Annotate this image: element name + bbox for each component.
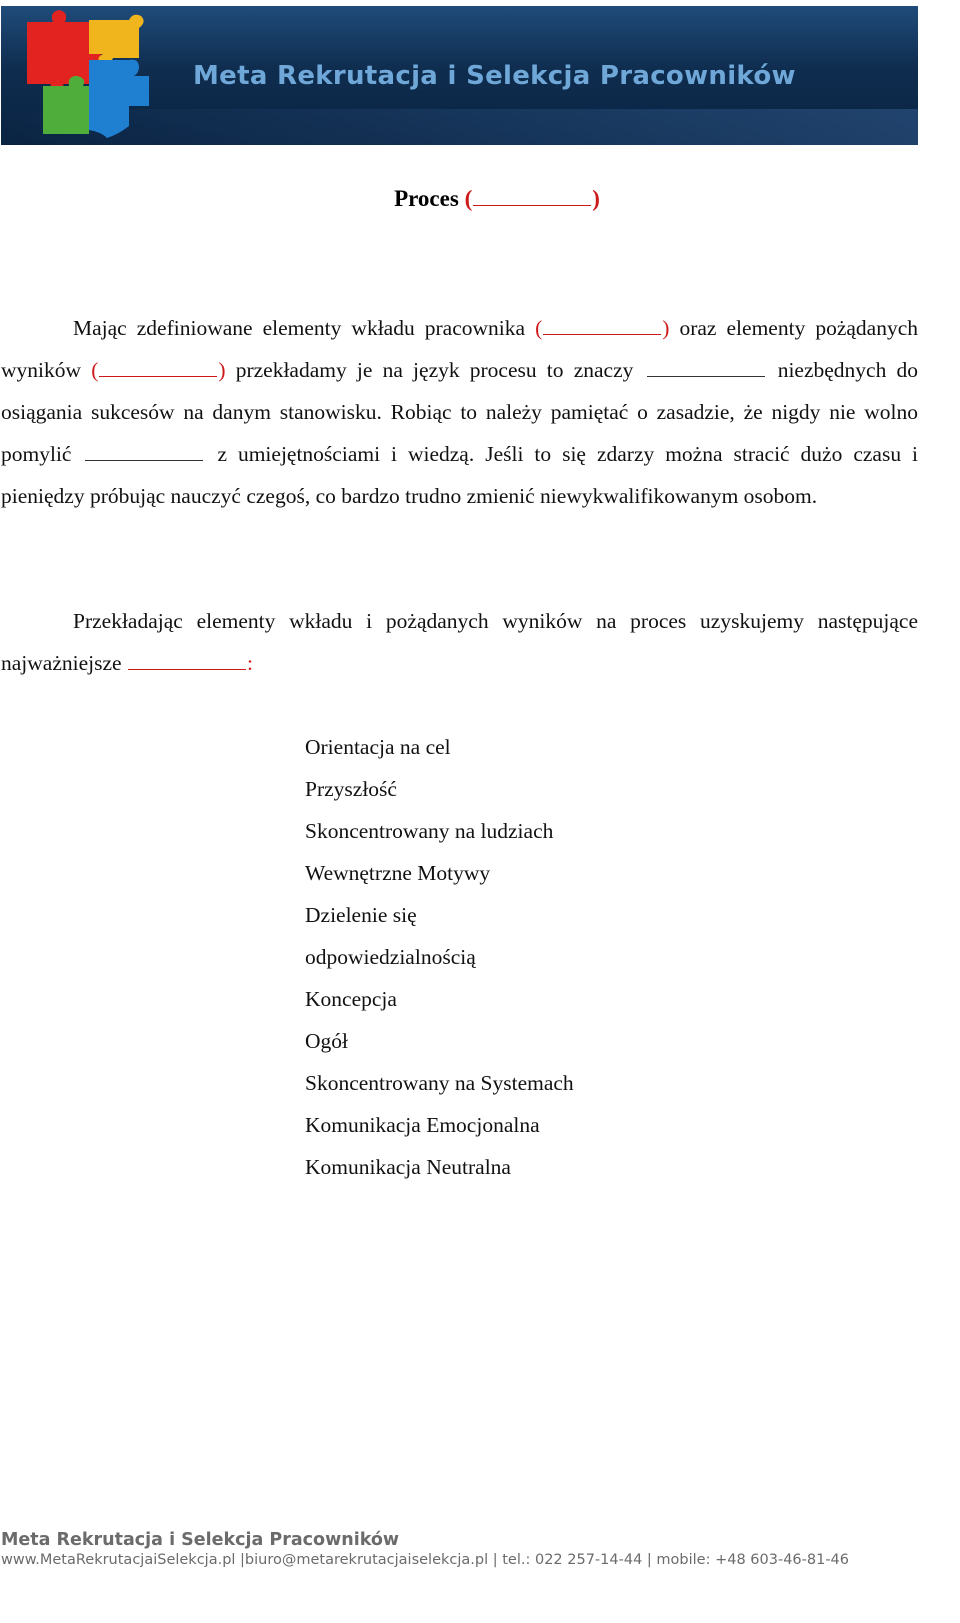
title-word: Proces (394, 186, 459, 211)
list-item: Orientacja na cel (305, 735, 451, 759)
title-blank: ( ) (464, 186, 600, 211)
blank-pomylic (85, 459, 203, 461)
list-item: Dzielenie się (305, 903, 417, 927)
list-item: Ogół (305, 1029, 348, 1053)
list-item: Przyszłość (305, 777, 397, 801)
blank-najwazniejsze: : (127, 651, 253, 675)
blank-wynikow: ( ) (91, 358, 226, 382)
list-item: Komunikacja Emocjonalna (305, 1113, 540, 1137)
list-item: Wewnętrzne Motywy (305, 861, 491, 885)
header-banner (1, 6, 918, 145)
list-item: Skoncentrowany na ludziach (305, 819, 554, 843)
list-item: Koncepcja (305, 987, 397, 1011)
puzzle-pieces-icon (17, 8, 167, 145)
footer-title: Meta Rekrutacja i Selekcja Pracowników (1, 1530, 400, 1550)
blank-procesu (647, 375, 765, 377)
list-item: odpowiedzialnością (305, 945, 476, 969)
footer-contact: www.MetaRekrutacjaiSelekcja.pl |biuro@metarekrutacjaiselekcja.pl | tel.: 022 257-14-44 | mobile: +48 603-46-81-46 (1, 1552, 850, 1568)
banner-title: Meta Rekrutacja i Selekcja Pracowników (193, 61, 796, 91)
list-item: Komunikacja Neutralna (305, 1155, 511, 1179)
footer (1, 1529, 959, 1569)
paragraph-1: Mając zdefiniowane elementy wkładu pracownika ( ) oraz elementy pożądanych wyników ( ) przekładamy je na język procesu to znaczy niezbędnych do osiągania sukcesów na danym stanowisku. Robiąc to należy pamiętać o zasadzie, że nigdy nie wolno pomylić z umiejętnościami i wiedzą. Jeśli to się zdarzy można stracić dużo czasu i pieniędzy próbując nauczyć czegoś, co bardzo trudno zmienić niewykwalifikowanym osobom. (1, 316, 919, 508)
list-item: Skoncentrowany na Systemach (305, 1071, 574, 1095)
page-title (0, 186, 960, 212)
blank-wkladu: ( ) (535, 316, 670, 340)
paragraph-2: Przekładając elementy wkładu i pożądanych wyników na proces uzyskujemy następujące najważniejsze : (1, 609, 918, 675)
process-list (305, 726, 574, 1188)
